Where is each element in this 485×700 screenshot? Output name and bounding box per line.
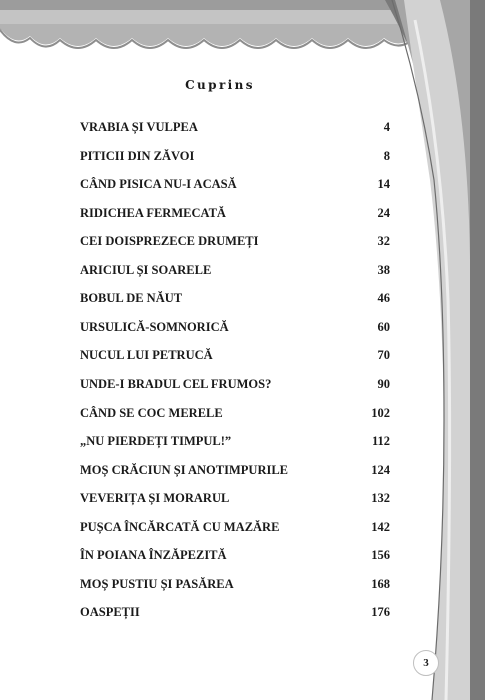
toc-entry-page: 90	[377, 376, 390, 391]
toc-entry	[80, 291, 390, 309]
toc-entry-title: OASPEȚII	[80, 605, 140, 620]
toc-entry-title: RIDICHEA FERMECATĂ	[80, 205, 226, 220]
toc-entry-page: 70	[377, 348, 390, 363]
toc-entry-page: 102	[371, 405, 390, 420]
toc-entry-title: ÎN POIANA ÎNZĂPEZITĂ	[80, 548, 227, 563]
toc-entry-title: MOȘ PUSTIU ȘI PASĂREA	[80, 576, 234, 591]
toc-entry	[80, 463, 390, 481]
toc-entry	[80, 149, 390, 167]
toc-entry-title: NUCUL LUI PETRUCĂ	[80, 348, 213, 363]
toc-entry-title: PITICII DIN ZĂVOI	[80, 148, 195, 163]
toc-entry-title: VEVERIȚA ȘI MORARUL	[80, 491, 230, 506]
toc-entry-title: UNDE-I BRADUL CEL FRUMOS?	[80, 376, 272, 391]
toc-entry-page: 124	[371, 462, 390, 477]
page-title: Cuprins	[185, 78, 255, 92]
toc-entry-title: CÂND PISICA NU-I ACASĂ	[80, 177, 237, 192]
toc-entry-page: 32	[377, 234, 390, 249]
toc-entry	[80, 234, 390, 252]
toc-entry-title: ARICIUL ȘI SOARELE	[80, 262, 212, 277]
toc-entry	[80, 177, 390, 195]
toc-entry	[80, 120, 390, 138]
toc-entry-page: 176	[371, 605, 390, 620]
toc-entry-page: 142	[371, 519, 390, 534]
toc-entry-page: 38	[377, 262, 390, 277]
toc-entry-page: 8	[383, 148, 390, 163]
toc-entry-title: CÂND SE COC MERELE	[80, 405, 223, 420]
toc-entry-page: 156	[371, 548, 390, 563]
toc-entry	[80, 206, 390, 224]
toc-entry	[80, 520, 390, 538]
toc-entry-title: BOBUL DE NĂUT	[80, 291, 183, 306]
toc-entry-title: MOȘ CRĂCIUN ȘI ANOTIMPURILE	[80, 462, 289, 477]
toc-entry-page: 112	[371, 434, 390, 449]
toc-entry-page: 168	[371, 576, 390, 591]
toc-entry	[80, 263, 390, 281]
toc-entry-title: CEI DOISPREZECE DRUMEȚI	[80, 234, 259, 249]
toc-entry	[80, 548, 390, 566]
toc-entry-page: 132	[371, 491, 390, 506]
toc-entry-page: 24	[377, 205, 390, 220]
toc-entry	[80, 434, 390, 452]
page-number: 3	[413, 650, 439, 676]
toc-entry-page: 4	[383, 120, 390, 134]
toc-entry-title: VRABIA ȘI VULPEA	[80, 120, 198, 134]
toc-entry-title: URSULICĂ-SOMNORICĂ	[80, 319, 229, 334]
toc-entry	[80, 605, 390, 623]
toc-entry	[80, 577, 390, 595]
toc-entry	[80, 377, 390, 395]
toc-entry-page: 60	[377, 319, 390, 334]
toc-entry-title: PUȘCA ÎNCĂRCATĂ CU MAZĂRE	[80, 519, 280, 534]
toc-entry-title: „NU PIERDEȚI TIMPUL!”	[80, 434, 232, 449]
toc-entry-page: 46	[377, 291, 390, 306]
toc-entry	[80, 406, 390, 424]
toc-entry-page: 14	[377, 177, 390, 192]
toc-entry	[80, 491, 390, 509]
toc-entry	[80, 348, 390, 366]
toc-entry	[80, 320, 390, 338]
